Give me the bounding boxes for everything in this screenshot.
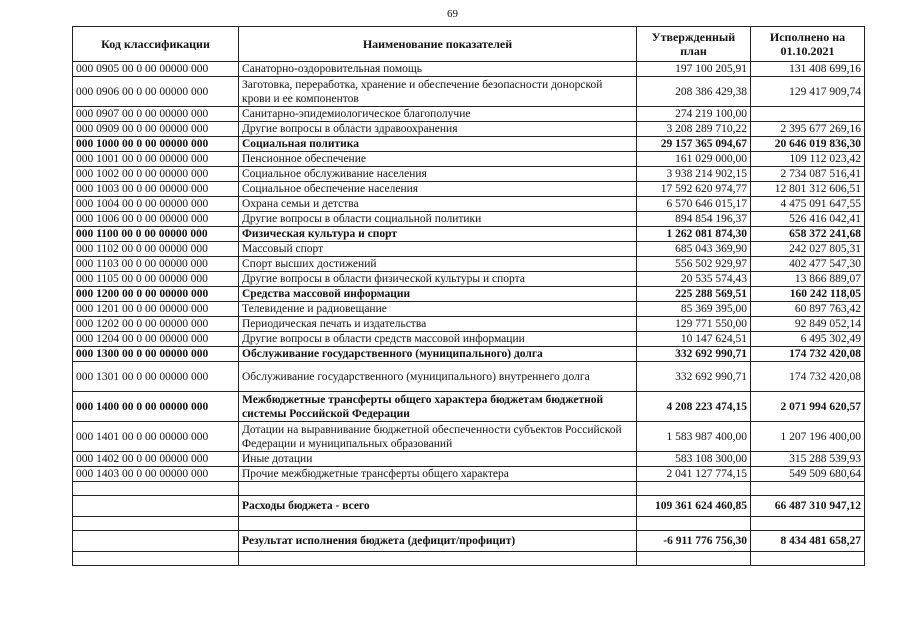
row-plan: 583 108 300,00 — [637, 452, 751, 467]
header-executed-line2: 01.10.2021 — [780, 44, 835, 58]
total-expenses-code — [73, 496, 239, 517]
row-name: Дотации на выравнивание бюджетной обеспеченности субъектов Российской Федерации и муниципальных образований — [239, 422, 637, 452]
row-executed: 658 372 241,68 — [751, 227, 865, 242]
row-executed: 20 646 019 836,30 — [751, 137, 865, 152]
budget-result-code — [73, 531, 239, 552]
row-code: 000 1401 00 0 00 00000 000 — [73, 422, 239, 452]
row-name: Охрана семьи и детства — [239, 197, 637, 212]
table-row — [73, 242, 865, 257]
table-row — [73, 332, 865, 347]
table-row — [73, 212, 865, 227]
row-code: 000 1001 00 0 00 00000 000 — [73, 152, 239, 167]
row-executed — [751, 107, 865, 122]
header-name: Наименование показателей — [239, 27, 637, 62]
row-executed: 526 416 042,41 — [751, 212, 865, 227]
row-plan: 197 100 205,91 — [637, 62, 751, 77]
row-code: 000 1003 00 0 00 00000 000 — [73, 182, 239, 197]
header-executed-line1: Исполнено на — [769, 30, 846, 44]
row-name: Санаторно-оздоровительная помощь — [239, 62, 637, 77]
row-executed: 2 734 087 516,41 — [751, 167, 865, 182]
row-name: Телевидение и радиовещание — [239, 302, 637, 317]
row-name: Социальная политика — [239, 137, 637, 152]
row-name: Социальное обслуживание населения — [239, 167, 637, 182]
row-plan: 1 583 987 400,00 — [637, 422, 751, 452]
header-code: Код классификации — [73, 27, 239, 62]
row-plan: 1 262 081 874,30 — [637, 227, 751, 242]
row-plan: 3 208 289 710,22 — [637, 122, 751, 137]
row-plan: 556 502 929,97 — [637, 257, 751, 272]
row-plan: 2 041 127 774,15 — [637, 467, 751, 482]
table-row — [73, 452, 865, 467]
row-plan: 85 369 395,00 — [637, 302, 751, 317]
row-plan: 17 592 620 974,77 — [637, 182, 751, 197]
row-code: 000 1102 00 0 00 00000 000 — [73, 242, 239, 257]
row-name: Обслуживание государственного (муниципального) долга — [239, 347, 637, 362]
budget-table — [72, 26, 865, 566]
row-plan: 208 386 429,38 — [637, 77, 751, 107]
row-executed: 402 477 547,30 — [751, 257, 865, 272]
page-number: 69 — [447, 8, 458, 20]
row-executed: 160 242 118,05 — [751, 287, 865, 302]
row-executed: 12 801 312 606,51 — [751, 182, 865, 197]
row-executed: 92 849 052,14 — [751, 317, 865, 332]
table-row — [73, 392, 865, 422]
budget-result-executed: 8 434 481 658,27 — [751, 531, 865, 552]
table-row — [73, 257, 865, 272]
row-name: Прочие межбюджетные трансферты общего характера — [239, 467, 637, 482]
row-name: Межбюджетные трансферты общего характера бюджетам бюджетной системы Российской Федерации — [239, 392, 637, 422]
row-plan: 4 208 223 474,15 — [637, 392, 751, 422]
row-name: Иные дотации — [239, 452, 637, 467]
row-code: 000 1002 00 0 00 00000 000 — [73, 167, 239, 182]
row-plan: 3 938 214 902,15 — [637, 167, 751, 182]
row-name: Другие вопросы в области социальной политики — [239, 212, 637, 227]
row-executed: 549 509 680,64 — [751, 467, 865, 482]
header-plan-line1: Утвержденный — [651, 30, 736, 44]
row-code: 000 1004 00 0 00 00000 000 — [73, 197, 239, 212]
row-executed: 174 732 420,08 — [751, 362, 865, 392]
row-code: 000 1402 00 0 00 00000 000 — [73, 452, 239, 467]
table-row — [73, 317, 865, 332]
row-name: Физическая культура и спорт — [239, 227, 637, 242]
table-row — [73, 77, 865, 107]
table-row — [73, 227, 865, 242]
table-row — [73, 62, 865, 77]
table-row — [73, 167, 865, 182]
spacer-row — [73, 482, 865, 496]
row-code: 000 1204 00 0 00 00000 000 — [73, 332, 239, 347]
row-executed: 129 417 909,74 — [751, 77, 865, 107]
row-name: Другие вопросы в области средств массовой информации — [239, 332, 637, 347]
table-row — [73, 362, 865, 392]
table-row — [73, 422, 865, 452]
row-executed: 60 897 763,42 — [751, 302, 865, 317]
total-expenses-row — [73, 496, 865, 517]
row-code: 000 1300 00 0 00 00000 000 — [73, 347, 239, 362]
row-name: Периодическая печать и издательства — [239, 317, 637, 332]
row-executed: 13 866 889,07 — [751, 272, 865, 287]
row-code: 000 0909 00 0 00 00000 000 — [73, 122, 239, 137]
row-name: Другие вопросы в области здравоохранения — [239, 122, 637, 137]
table-row — [73, 197, 865, 212]
row-plan: 332 692 990,71 — [637, 347, 751, 362]
row-executed: 4 475 091 647,55 — [751, 197, 865, 212]
budget-result-label: Результат исполнения бюджета (дефицит/профицит) — [239, 531, 637, 552]
row-code: 000 1400 00 0 00 00000 000 — [73, 392, 239, 422]
row-name: Пенсионное обеспечение — [239, 152, 637, 167]
row-plan: 129 771 550,00 — [637, 317, 751, 332]
spacer-row — [73, 517, 865, 531]
row-plan: 161 029 000,00 — [637, 152, 751, 167]
row-code: 000 1105 00 0 00 00000 000 — [73, 272, 239, 287]
row-executed: 174 732 420,08 — [751, 347, 865, 362]
row-plan: 274 219 100,00 — [637, 107, 751, 122]
header-plan-line2: план — [680, 44, 707, 58]
row-name: Социальное обеспечение населения — [239, 182, 637, 197]
row-name: Обслуживание государственного (муниципального) внутреннего долга — [239, 362, 637, 392]
table-header-row — [73, 27, 865, 62]
table-row — [73, 107, 865, 122]
row-plan: 225 288 569,51 — [637, 287, 751, 302]
total-expenses-plan: 109 361 624 460,85 — [637, 496, 751, 517]
row-code: 000 1103 00 0 00 00000 000 — [73, 257, 239, 272]
table-row — [73, 152, 865, 167]
row-executed: 131 408 699,16 — [751, 62, 865, 77]
header-executed — [751, 27, 865, 62]
row-name: Массовый спорт — [239, 242, 637, 257]
row-plan: 894 854 196,37 — [637, 212, 751, 227]
row-plan: 685 043 369,90 — [637, 242, 751, 257]
total-expenses-executed: 66 487 310 947,12 — [751, 496, 865, 517]
row-code: 000 0907 00 0 00 00000 000 — [73, 107, 239, 122]
row-code: 000 0905 00 0 00 00000 000 — [73, 62, 239, 77]
table-row — [73, 137, 865, 152]
row-executed: 1 207 196 400,00 — [751, 422, 865, 452]
row-code: 000 1202 00 0 00 00000 000 — [73, 317, 239, 332]
row-executed: 315 288 539,93 — [751, 452, 865, 467]
row-name: Другие вопросы в области физической культуры и спорта — [239, 272, 637, 287]
spacer-row — [73, 552, 865, 566]
row-plan: 29 157 365 094,67 — [637, 137, 751, 152]
row-code: 000 1201 00 0 00 00000 000 — [73, 302, 239, 317]
row-executed: 242 027 805,31 — [751, 242, 865, 257]
budget-result-row — [73, 531, 865, 552]
totals-body — [73, 482, 865, 566]
budget-result-plan: -6 911 776 756,30 — [637, 531, 751, 552]
row-name: Санитарно-эпидемиологическое благополучие — [239, 107, 637, 122]
row-plan: 20 535 574,43 — [637, 272, 751, 287]
row-code: 000 1301 00 0 00 00000 000 — [73, 362, 239, 392]
row-code: 000 1006 00 0 00 00000 000 — [73, 212, 239, 227]
table-row — [73, 182, 865, 197]
row-code: 000 1200 00 0 00 00000 000 — [73, 287, 239, 302]
table-row — [73, 287, 865, 302]
table-row — [73, 347, 865, 362]
row-executed: 109 112 023,42 — [751, 152, 865, 167]
row-name: Заготовка, переработка, хранение и обеспечение безопасности донорской крови и ее компонентов — [239, 77, 637, 107]
table-body — [73, 62, 865, 482]
row-plan: 10 147 624,51 — [637, 332, 751, 347]
row-name: Спорт высших достижений — [239, 257, 637, 272]
table-row — [73, 122, 865, 137]
row-executed: 2 395 677 269,16 — [751, 122, 865, 137]
table-row — [73, 272, 865, 287]
total-expenses-label: Расходы бюджета - всего — [239, 496, 637, 517]
row-name: Средства массовой информации — [239, 287, 637, 302]
row-plan: 332 692 990,71 — [637, 362, 751, 392]
header-plan — [637, 27, 751, 62]
row-executed: 6 495 302,49 — [751, 332, 865, 347]
row-executed: 2 071 994 620,57 — [751, 392, 865, 422]
row-code: 000 0906 00 0 00 00000 000 — [73, 77, 239, 107]
row-code: 000 1100 00 0 00 00000 000 — [73, 227, 239, 242]
table-row — [73, 302, 865, 317]
row-code: 000 1403 00 0 00 00000 000 — [73, 467, 239, 482]
table-row — [73, 467, 865, 482]
row-plan: 6 570 646 015,17 — [637, 197, 751, 212]
row-code: 000 1000 00 0 00 00000 000 — [73, 137, 239, 152]
